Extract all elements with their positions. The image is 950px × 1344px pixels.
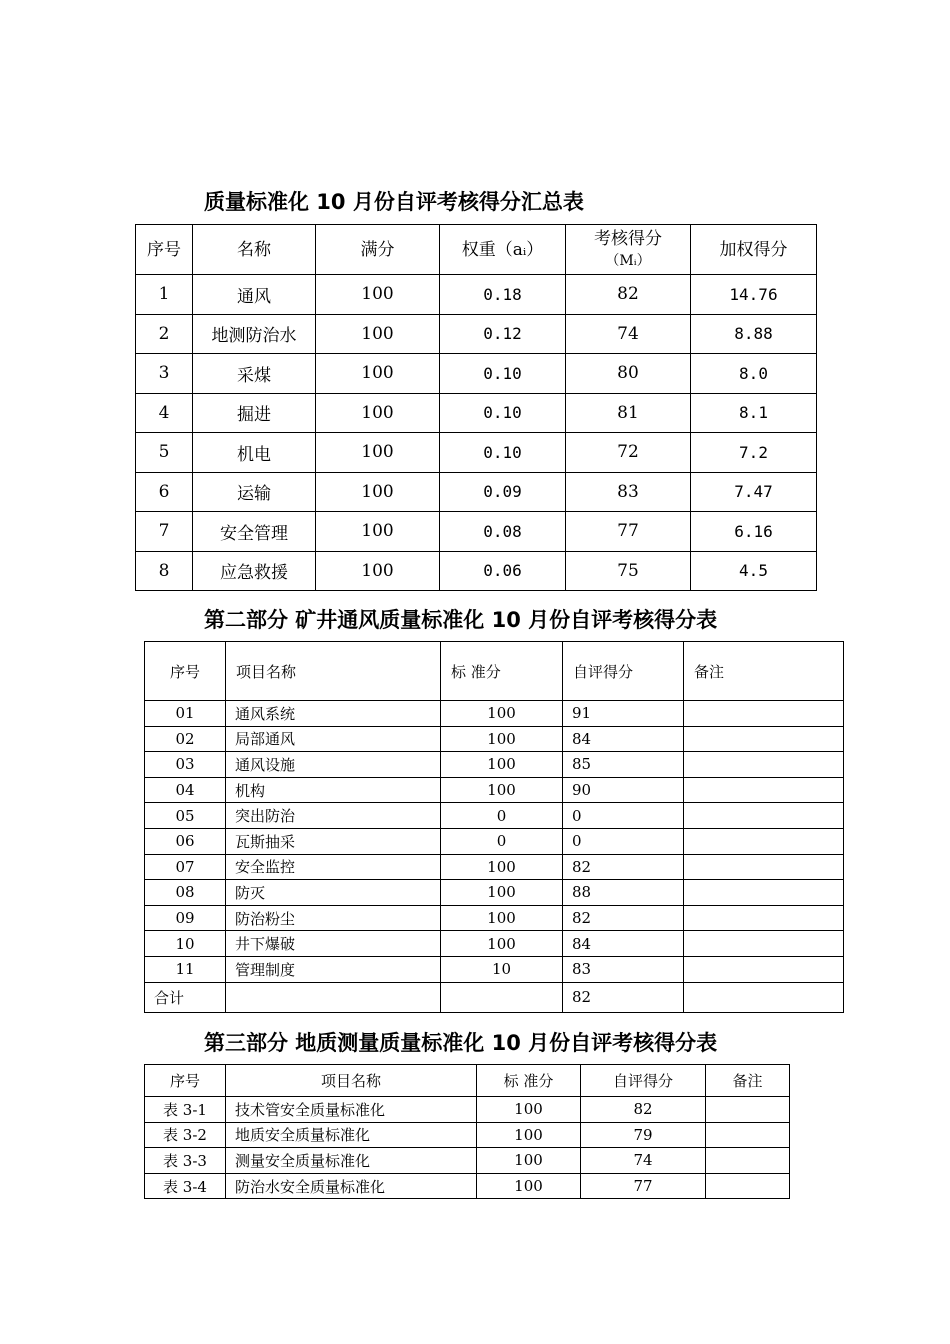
header-item-name: 项目名称 <box>226 1065 477 1097</box>
cell-self-score: 0 <box>563 803 684 829</box>
cell-index: 5 <box>136 433 193 473</box>
header-assessment-score-symbol: （Mᵢ） <box>605 252 651 269</box>
cell-weighted-score: 8.0 <box>691 354 817 394</box>
table-row <box>136 275 817 315</box>
cell-remarks <box>684 956 844 982</box>
table-row <box>145 803 844 829</box>
header-remarks: 备注 <box>684 642 844 701</box>
header-standard-score: 标 准分 <box>441 642 563 701</box>
cell-index: 7 <box>136 512 193 552</box>
cell-weighted-score: 4.5 <box>691 551 817 591</box>
ventilation-table <box>144 641 844 1013</box>
cell-weighted-score: 6.16 <box>691 512 817 552</box>
header-self-score: 自评得分 <box>581 1065 706 1097</box>
geology-header-row <box>145 1065 790 1097</box>
total-empty-name <box>226 982 441 1012</box>
cell-index: 04 <box>145 777 226 803</box>
cell-item-name: 技术管安全质量标准化 <box>226 1097 477 1123</box>
cell-item-name: 局部通风 <box>226 726 441 752</box>
cell-weighted-score: 7.47 <box>691 472 817 512</box>
cell-standard-score: 100 <box>441 880 563 906</box>
cell-remarks <box>706 1173 790 1199</box>
cell-standard-score: 10 <box>441 956 563 982</box>
cell-self-score: 83 <box>563 956 684 982</box>
table-row <box>136 433 817 473</box>
table-row <box>136 393 817 433</box>
total-row <box>145 982 844 1012</box>
header-remarks: 备注 <box>706 1065 790 1097</box>
cell-index: 表 3-1 <box>145 1097 226 1123</box>
cell-standard-score: 100 <box>441 726 563 752</box>
cell-weight: 0.06 <box>440 551 566 591</box>
cell-remarks <box>684 880 844 906</box>
cell-remarks <box>706 1122 790 1148</box>
cell-full-score: 100 <box>316 512 440 552</box>
header-index: 序号 <box>145 1065 226 1097</box>
cell-standard-score: 100 <box>477 1148 581 1174</box>
cell-weight: 0.18 <box>440 275 566 315</box>
cell-name: 运输 <box>193 472 316 512</box>
header-index: 序号 <box>136 225 193 275</box>
cell-index: 09 <box>145 905 226 931</box>
cell-index: 表 3-4 <box>145 1173 226 1199</box>
ventilation-header-row <box>145 642 844 701</box>
table-row <box>136 314 817 354</box>
cell-index: 01 <box>145 701 226 727</box>
cell-assessment-score: 83 <box>566 472 691 512</box>
cell-weighted-score: 7.2 <box>691 433 817 473</box>
cell-remarks <box>684 854 844 880</box>
cell-self-score: 85 <box>563 752 684 778</box>
cell-remarks <box>684 701 844 727</box>
table-row <box>136 551 817 591</box>
cell-weight: 0.10 <box>440 354 566 394</box>
cell-standard-score: 100 <box>477 1097 581 1123</box>
table-row <box>145 828 844 854</box>
cell-index: 08 <box>145 880 226 906</box>
header-full-score: 满分 <box>316 225 440 275</box>
cell-self-score: 84 <box>563 726 684 752</box>
header-index: 序号 <box>145 642 226 701</box>
summary-header-row <box>136 225 817 275</box>
cell-index: 05 <box>145 803 226 829</box>
cell-standard-score: 100 <box>441 854 563 880</box>
cell-index: 6 <box>136 472 193 512</box>
cell-item-name: 通风设施 <box>226 752 441 778</box>
cell-weight: 0.09 <box>440 472 566 512</box>
cell-item-name: 地质安全质量标准化 <box>226 1122 477 1148</box>
cell-remarks <box>684 726 844 752</box>
header-item-name: 项目名称 <box>226 642 441 701</box>
cell-index: 3 <box>136 354 193 394</box>
cell-weighted-score: 8.88 <box>691 314 817 354</box>
cell-name: 安全管理 <box>193 512 316 552</box>
table-row <box>145 905 844 931</box>
table-row <box>145 931 844 957</box>
cell-self-score: 79 <box>581 1122 706 1148</box>
total-score: 82 <box>563 982 684 1012</box>
cell-standard-score: 100 <box>441 752 563 778</box>
cell-assessment-score: 80 <box>566 354 691 394</box>
cell-self-score: 77 <box>581 1173 706 1199</box>
cell-weight: 0.12 <box>440 314 566 354</box>
table-row <box>145 854 844 880</box>
cell-self-score: 0 <box>563 828 684 854</box>
cell-self-score: 74 <box>581 1148 706 1174</box>
cell-standard-score: 100 <box>441 905 563 931</box>
cell-full-score: 100 <box>316 433 440 473</box>
total-empty-standard <box>441 982 563 1012</box>
part3-title: 第三部分 地质测量质量标准化 10 月份自评考核得分表 <box>204 1031 718 1055</box>
cell-standard-score: 0 <box>441 803 563 829</box>
cell-weight: 0.08 <box>440 512 566 552</box>
cell-remarks <box>684 931 844 957</box>
cell-self-score: 90 <box>563 777 684 803</box>
cell-self-score: 82 <box>563 854 684 880</box>
cell-index: 表 3-2 <box>145 1122 226 1148</box>
cell-remarks <box>684 752 844 778</box>
cell-item-name: 突出防治 <box>226 803 441 829</box>
cell-item-name: 井下爆破 <box>226 931 441 957</box>
cell-assessment-score: 75 <box>566 551 691 591</box>
cell-self-score: 84 <box>563 931 684 957</box>
cell-index: 06 <box>145 828 226 854</box>
cell-self-score: 82 <box>581 1097 706 1123</box>
cell-full-score: 100 <box>316 472 440 512</box>
part2-title: 第二部分 矿井通风质量标准化 10 月份自评考核得分表 <box>204 608 718 632</box>
cell-standard-score: 100 <box>441 701 563 727</box>
header-self-score: 自评得分 <box>563 642 684 701</box>
cell-standard-score: 100 <box>441 777 563 803</box>
cell-assessment-score: 82 <box>566 275 691 315</box>
cell-full-score: 100 <box>316 393 440 433</box>
cell-item-name: 安全监控 <box>226 854 441 880</box>
header-name: 名称 <box>193 225 316 275</box>
cell-assessment-score: 72 <box>566 433 691 473</box>
cell-item-name: 机构 <box>226 777 441 803</box>
cell-standard-score: 100 <box>477 1173 581 1199</box>
cell-remarks <box>684 777 844 803</box>
cell-self-score: 91 <box>563 701 684 727</box>
cell-remarks <box>684 828 844 854</box>
total-label: 合计 <box>145 982 226 1012</box>
cell-name: 应急救援 <box>193 551 316 591</box>
cell-index: 4 <box>136 393 193 433</box>
table-row <box>145 1148 790 1174</box>
cell-standard-score: 100 <box>441 931 563 957</box>
header-weighted-score: 加权得分 <box>691 225 817 275</box>
cell-remarks <box>706 1097 790 1123</box>
header-assessment-score <box>566 225 691 275</box>
cell-standard-score: 0 <box>441 828 563 854</box>
cell-weighted-score: 14.76 <box>691 275 817 315</box>
cell-index: 07 <box>145 854 226 880</box>
table-row <box>136 354 817 394</box>
table-row <box>145 956 844 982</box>
cell-weight: 0.10 <box>440 433 566 473</box>
cell-item-name: 通风系统 <box>226 701 441 727</box>
cell-item-name: 管理制度 <box>226 956 441 982</box>
cell-remarks <box>684 803 844 829</box>
cell-index: 03 <box>145 752 226 778</box>
cell-index: 10 <box>145 931 226 957</box>
cell-item-name: 防治粉尘 <box>226 905 441 931</box>
cell-full-score: 100 <box>316 551 440 591</box>
cell-item-name: 瓦斯抽采 <box>226 828 441 854</box>
cell-weighted-score: 8.1 <box>691 393 817 433</box>
cell-index: 02 <box>145 726 226 752</box>
cell-weight: 0.10 <box>440 393 566 433</box>
header-standard-score: 标 准分 <box>477 1065 581 1097</box>
cell-full-score: 100 <box>316 275 440 315</box>
table-row <box>145 752 844 778</box>
table-row <box>145 777 844 803</box>
cell-index: 表 3-3 <box>145 1148 226 1174</box>
geology-table <box>144 1064 790 1199</box>
header-assessment-score-label: 考核得分 <box>594 228 662 249</box>
cell-self-score: 82 <box>563 905 684 931</box>
cell-index: 2 <box>136 314 193 354</box>
cell-full-score: 100 <box>316 354 440 394</box>
table-row <box>145 1122 790 1148</box>
table-row <box>145 701 844 727</box>
table-row <box>145 1097 790 1123</box>
cell-remarks <box>706 1148 790 1174</box>
header-weight: 权重（aᵢ） <box>440 225 566 275</box>
table-row <box>136 512 817 552</box>
cell-name: 通风 <box>193 275 316 315</box>
cell-remarks <box>684 905 844 931</box>
table-row <box>145 880 844 906</box>
cell-index: 8 <box>136 551 193 591</box>
cell-name: 机电 <box>193 433 316 473</box>
cell-assessment-score: 77 <box>566 512 691 552</box>
summary-table <box>135 224 817 591</box>
cell-name: 掘进 <box>193 393 316 433</box>
table-row <box>145 1173 790 1199</box>
table-row <box>145 726 844 752</box>
total-empty-remarks <box>684 982 844 1012</box>
cell-index: 11 <box>145 956 226 982</box>
cell-full-score: 100 <box>316 314 440 354</box>
cell-assessment-score: 81 <box>566 393 691 433</box>
cell-item-name: 防治水安全质量标准化 <box>226 1173 477 1199</box>
cell-assessment-score: 74 <box>566 314 691 354</box>
cell-name: 地测防治水 <box>193 314 316 354</box>
cell-index: 1 <box>136 275 193 315</box>
summary-title: 质量标准化 10 月份自评考核得分汇总表 <box>204 190 584 214</box>
cell-item-name: 防灭 <box>226 880 441 906</box>
cell-item-name: 测量安全质量标准化 <box>226 1148 477 1174</box>
cell-self-score: 88 <box>563 880 684 906</box>
cell-standard-score: 100 <box>477 1122 581 1148</box>
table-row <box>136 472 817 512</box>
cell-name: 采煤 <box>193 354 316 394</box>
